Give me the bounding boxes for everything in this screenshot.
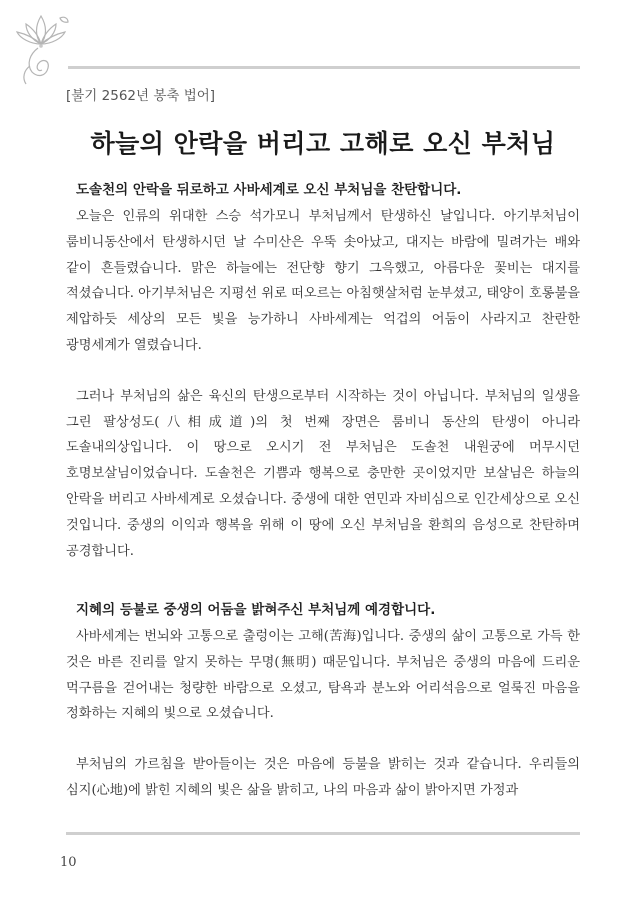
section-2 (66, 598, 580, 804)
header-label: [불기 2562년 봉축 법어] (66, 88, 216, 104)
page-number: 10 (60, 855, 77, 870)
lotus-ornament-icon (10, 6, 72, 88)
section-heading: 지혜의 등불로 중생의 어둠을 밝혀주신 부처님께 예경합니다. (76, 602, 436, 618)
page-title: 하늘의 안락을 버리고 고해로 오신 부처님 (90, 129, 556, 158)
bottom-divider (66, 832, 580, 835)
paragraph: 부처님의 가르침을 받아들이는 것은 마음에 등불을 밝히는 것과 같습니다. 우리들의 심지(心地)에 밝힌 지혜의 빛은 삶을 밝히고, 나의 마음과 삶이 밝아지면 가정과 (66, 757, 580, 798)
paragraph: 오늘은 인류의 위대한 스승 석가모니 부처님께서 탄생하신 날입니다. 아기부처님이 룸비니동산에서 탄생하시던 날 수미산은 우뚝 솟아났고, 대지는 바람에 밀려가는 배와 같이 흔들렸습니다. 맑은 하늘에는 전단향 향기 그윽했고, 아름다운 꽃비는 대지를 적셨습니다. 아기부처님은 지평선 위로 떠오르는 아침햇살처럼 눈부셨고, 태양이 호롱불을 제압하듯 세상의 모든 빛을 능가하니 사바세계는 억겁의 어둠이 사라지고 찬란한 광명세계가 열렸습니다. (66, 209, 580, 353)
paragraph: 그러나 부처님의 삶은 육신의 탄생으로부터 시작하는 것이 아닙니다. 부처님의 일생을 그린 팔상성도(八相成道)의 첫 번째 장면은 룸비니 동산의 탄생이 아니라 도솔내의상입니다. 이 땅으로 오시기 전 부처님은 도솔천 내원궁에 머무시던 호명보살님이었습니다. 도솔천은 기쁨과 행복으로 충만한 곳이었지만 보살님은 하늘의 안락을 버리고 사바세계로 오셨습니다. 중생에 대한 연민과 자비심으로 인간세상으로 오신 것입니다. 중생의 이익과 행복을 위해 이 땅에 오신 부처님을 환희의 음성으로 찬탄하며 공경합니다. (66, 388, 580, 559)
section-1 (66, 178, 580, 564)
section-heading: 도솔천의 안락을 뒤로하고 사바세계로 오신 부처님을 찬탄합니다. (76, 182, 462, 198)
top-divider (68, 66, 580, 69)
paragraph: 사바세계는 번뇌와 고통으로 출렁이는 고해(苦海)입니다. 중생의 삶이 고통으로 가득 한 것은 바른 진리를 알지 못하는 무명(無明) 때문입니다. 부처님은 중생의 마음에 드리운 먹구름을 걷어내는 청량한 바람으로 오셨고, 탐욕과 분노와 어리석음으로 얼룩진 마음을 정화하는 지혜의 빛으로 오셨습니다. (66, 629, 580, 722)
